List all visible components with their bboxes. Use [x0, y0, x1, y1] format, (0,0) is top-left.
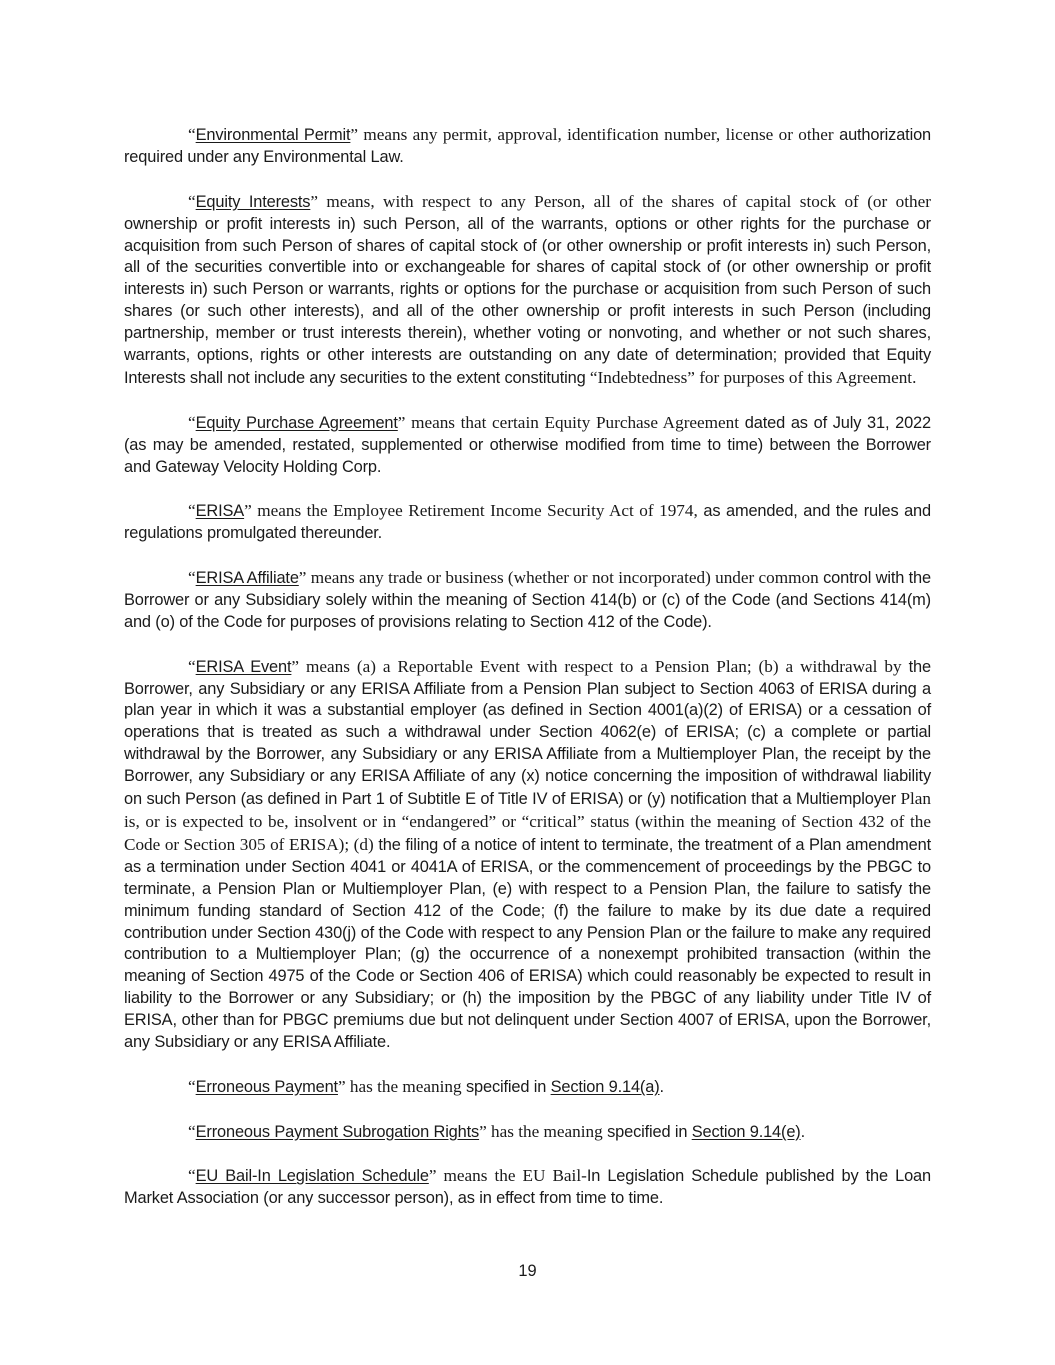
definition-text: means any permit, approval, identification number, license or other — [358, 125, 834, 144]
open-quote: “ — [188, 125, 196, 144]
definition-equity-purchase-agreement — [124, 412, 931, 479]
definition-text: means that certain Equity Purchase Agreement — [405, 412, 740, 432]
definition-text: control with the Borrower or any Subsidiary solely within the meaning of Section 414(b) or (c) of the Code (and Sections 414(m) and (o) of the Code for purposes of provisions relating to Section 412 of the Code). — [124, 569, 931, 631]
page-number: 19 — [518, 1262, 537, 1280]
definition-environmental-permit — [124, 124, 931, 169]
close-quote: ” — [428, 1166, 437, 1186]
defined-term: EU Bail-In Legislation Schedule — [195, 1167, 429, 1186]
definition-text: as amended, and the rules and regulations promulgated thereunder. — [124, 502, 931, 543]
section-reference-link[interactable]: Section 9.14(a) — [550, 1077, 660, 1096]
period: . — [800, 1122, 806, 1141]
section-reference-link[interactable]: Section 9.14(e) — [691, 1122, 801, 1141]
open-quote: “ — [188, 1076, 196, 1096]
definition-text: dated as of July 31, 2022 (as may be amended, restated, supplemented or otherwise modified from time to time) between the Borrower and Gateway Velocity Holding Corp. — [124, 413, 931, 476]
definition-erroneous-payment-subrogation-rights — [124, 1121, 931, 1144]
defined-term: ERISA Affiliate — [195, 569, 299, 588]
open-quote: “ — [188, 568, 196, 588]
open-quote: “ — [188, 191, 196, 211]
definition-erisa — [124, 500, 931, 545]
definition-text: means any trade or business (whether or not incorporated) under common — [306, 568, 819, 588]
definition-text: means the EU Bail- — [436, 1166, 587, 1186]
defined-term: Environmental Permit — [195, 126, 351, 144]
definition-text: authorization required under any Environmental Law. — [124, 126, 932, 166]
definition-eu-bail-in-legislation-schedule — [124, 1165, 931, 1210]
definition-equity-interests — [124, 191, 931, 390]
definition-erroneous-payment — [124, 1076, 931, 1099]
definition-text: Plan is, or is expected to be, insolvent or in “endangered” or “critical” status (within the meaning of Section 432 of the Code or Section 305 of ERISA); (d) — [124, 789, 931, 854]
open-quote: “ — [188, 1166, 196, 1186]
close-quote: ” — [350, 125, 359, 144]
close-quote: ” — [310, 191, 318, 211]
definition-text: ownership or profit interests in) such Person, all of the warrants, options or other rights for the purchase or acquisition from such Person of shares of capital stock of (or other ownership or profit interests in) such Person, all of the securities convertible into or exchangeable for shares of capital stock of (or other ownership or profit interests in) such Person or warrants, rights or options for the purchase or acquisition from such Person of such shares (or such other interests), and all of the other ownership or profit interests in such Person (including partnership, member or trust interests therein), whether voting or nonvoting, and whether or not such shares, warrants, options, rights or other interests are outstanding on any date of determination; provided that Equity Interests shall not include any securities to the extent constituting — [124, 214, 931, 387]
close-quote: ” — [397, 412, 406, 432]
period: . — [659, 1077, 664, 1096]
close-quote: ” — [244, 501, 252, 521]
defined-term: Erroneous Payment Subrogation Rights — [195, 1122, 480, 1141]
definition-erisa-event — [124, 656, 931, 1054]
defined-term: ERISA Event — [195, 657, 292, 676]
close-quote: ” — [479, 1121, 487, 1141]
definition-text: In Legislation Schedule published by the Loan Market Association (or any successor person), as in effect from time to time. — [124, 1167, 931, 1208]
definition-text: “Indebtedness” for purposes of this Agreement. — [585, 367, 917, 387]
definition-text: means (a) a Reportable Event with respect to a Pension Plan; (b) a withdrawal by — [299, 656, 902, 676]
defined-term: Equity Interests — [195, 192, 311, 211]
definition-text: has the meaning — [486, 1121, 603, 1141]
open-quote: “ — [188, 1121, 196, 1141]
close-quote: ” — [337, 1076, 346, 1096]
definition-text: specified in — [461, 1077, 551, 1096]
definition-text: the Borrower, any Subsidiary or any ERISA Affiliate from a Pension Plan subject to Section 4063 of ERISA during a plan year in which it was a substantial employer (as defined in Section 4001(a)(2) of ERISA) or a cessation of operations that is treated as such a withdrawal under Section 4062(e) of ERISA; (c) a complete or partial withdrawal by the Borrower, any Subsidiary or any ERISA Affiliate from a Multiemployer Plan, the receipt by the Borrower, any Subsidiary or any ERISA Affiliate of any (x) notice concerning the imposition of withdrawal liability on such Person (as defined in Part 1 of Subtitle E of Title IV of ERISA) or (y) notification that a Multiemployer — [124, 657, 931, 809]
defined-term: ERISA — [195, 502, 245, 521]
close-quote: ” — [298, 568, 307, 588]
defined-term: Erroneous Payment — [195, 1077, 338, 1096]
definition-text: means, with respect to any Person, all of the shares of capital stock of (or other — [317, 191, 931, 211]
close-quote: ” — [291, 656, 300, 676]
definition-text: means the Employee Retirement Income Security Act of 1974, — [251, 501, 698, 521]
document-page — [124, 124, 931, 1232]
open-quote: “ — [188, 501, 196, 521]
defined-term: Equity Purchase Agreement — [195, 413, 398, 432]
definition-text: the filing of a notice of intent to terminate, the treatment of a Plan amendment as a termination under Section 4041 or 4041A of ERISA, or the commencement of proceedings by the PBGC to terminate, a Pension Plan or Multiemployer Plan, (e) with respect to a Pension Plan, the failure to satisfy the minimum funding standard of Section 412 of the Code; (f) the failure to make by its due date a required contribution under Section 430(j) of the Code with respect to any Pension Plan or the failure to make any required contribution to a Multiemployer Plan; (g) the occurrence of a nonexempt prohibited transaction (within the meaning of Section 4975 of the Code or Section 406 of ERISA) which could reasonably be expected to result in liability to the Borrower or any Subsidiary; or (h) the imposition by the PBGC of any liability under Title IV of ERISA, other than for PBGC premiums due but not delinquent under Section 4007 of ERISA, upon the Borrower, any Subsidiary or any ERISA Affiliate. — [124, 835, 932, 1052]
open-quote: “ — [188, 656, 196, 676]
definition-text: specified in — [602, 1122, 692, 1141]
definition-erisa-affiliate — [124, 567, 931, 634]
definition-text: has the meaning — [345, 1076, 462, 1096]
open-quote: “ — [188, 412, 196, 432]
